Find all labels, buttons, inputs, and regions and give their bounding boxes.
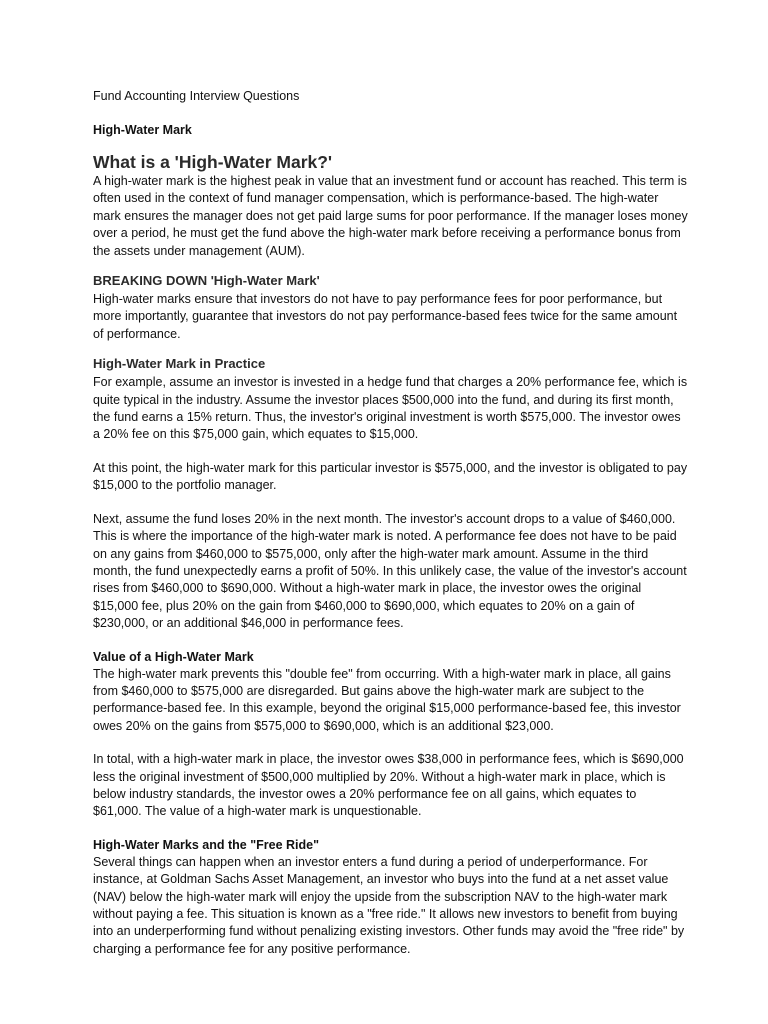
paragraph-what-is-1: A high-water mark is the highest peak in value that an investment fund or account has reached. This term is often used in the context of fund manager compensation, which is performance-based. The high-water mark ensures the manager does not get paid large sums for poor performance. If the manager loses money over a period, he must get the fund above the high-water mark before receiving a performance bonus from the assets under management (AUM). <box>93 174 688 258</box>
section-value-of <box>93 649 688 821</box>
section-heading-what-is: What is a 'High-Water Mark?' <box>93 152 333 172</box>
paragraph-breaking-down-1: High-water marks ensure that investors do not have to pay performance fees for poor performance, but more importantly, guarantee that investors do not pay performance-based fees twice for the same amount of performance. <box>93 292 678 341</box>
section-heading-in-practice: High-Water Mark in Practice <box>93 356 266 372</box>
paragraph-in-practice-2: At this point, the high-water mark for this particular investor is $575,000, and the investor is obligated to pay $15,000 to the portfolio manager. <box>93 460 688 493</box>
section-heading-value-of: Value of a High-Water Mark <box>93 649 254 664</box>
section-what-is <box>93 152 688 260</box>
section-heading-breaking-down: BREAKING DOWN 'High-Water Mark' <box>93 273 320 289</box>
paragraph-in-practice-3: Next, assume the fund loses 20% in the next month. The investor's account drops to a value of $460,000. This is where the importance of the high-water mark is noted. A performance fee does not have to be paid on any gains from $460,000 to $575,000, only after the high-water mark amount. Assume in the third month, the fund unexpectedly earns a profit of 50%. In this unlikely case, the value of the investor's account rises from $460,000 to $690,000. Without a high-water mark in place, the investor owes the original $15,000 fee, plus 20% on the gain from $460,000 to $690,000, which equates to 20% on a gain of $230,000, or an additional $46,000 in performance fees. <box>93 511 687 631</box>
paragraph-value-of-1: The high-water mark prevents this "double fee" from occurring. With a high-water mark in place, all gains from $460,000 to $575,000 are disregarded. But gains above the high-water mark are subject to the performance-based fee. In this example, beyond the original $15,000 performance-based fee, this investor owes 20% on the gains from $575,000 to $690,000, which is an additional $23,000. <box>93 666 681 733</box>
paragraph-value-of-2: In total, with a high-water mark in place, the investor owes $38,000 in performance fees, which is $690,000 less the original investment of $500,000 multiplied by 20%. Without a high-water mark in place, which is below industry standards, the investor owes a 20% performance fee on all gains, which equates to $61,000. The value of a high-water mark is unquestionable. <box>93 752 684 819</box>
document-title: Fund Accounting Interview Questions <box>93 89 300 103</box>
section-breaking-down <box>93 273 688 343</box>
section-heading-free-ride: High-Water Marks and the "Free Ride" <box>93 837 320 852</box>
section-free-ride <box>93 837 688 958</box>
document-subtitle: High-Water Mark <box>93 123 192 137</box>
paragraph-in-practice-1: For example, assume an investor is invested in a hedge fund that charges a 20% performance fee, which is quite typical in the industry. Assume the investor places $500,000 into the fund, and during its first month, the fund earns a 15% return. Thus, the investor's original investment is worth $575,000. The investor owes a 20% fee on this $75,000 gain, which equates to $15,000. <box>93 375 688 442</box>
section-in-practice <box>93 356 688 632</box>
paragraph-free-ride-1: Several things can happen when an investor enters a fund during a period of underperformance. For instance, at Goldman Sachs Asset Management, an investor who buys into the fund at a net asset value (NAV) below the high-water mark will enjoy the upside from the subscription NAV to the high-water mark without paying a fee. This situation is known as a "free ride." It allows new investors to benefit from buying into an underperforming fund without penalizing existing investors. Other funds may avoid the "free ride" by charging a performance fee for any positive performance. <box>93 854 685 956</box>
